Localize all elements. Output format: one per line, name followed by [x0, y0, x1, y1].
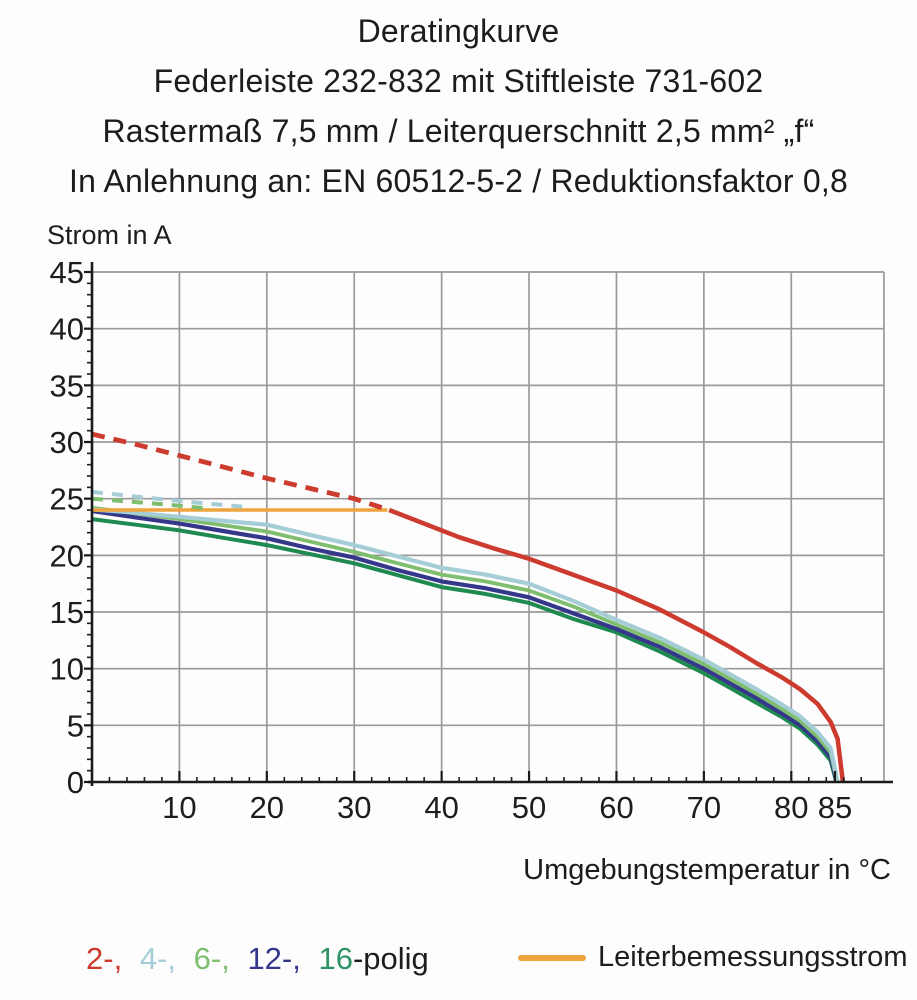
- legend-pole-12: 12-,: [247, 941, 301, 976]
- x-tick-label: 70: [686, 790, 722, 825]
- x-tick-label: 80: [774, 790, 809, 825]
- legend-pole-6: 6-,: [193, 941, 230, 976]
- y-tick-label: 0: [66, 765, 84, 800]
- x-tick-label: 50: [511, 790, 547, 825]
- x-tick-label: 30: [336, 790, 372, 825]
- legend-rated-current: [518, 941, 907, 974]
- legend-poles: [86, 941, 429, 977]
- chart-subtitle-3: In Anlehnung an: EN 60512-5-2 / Reduktionsfaktor 0,8: [69, 163, 848, 199]
- y-tick-label: 10: [49, 651, 84, 687]
- rated-current-line-swatch: [518, 955, 586, 961]
- chart-title-block: [0, 6, 917, 206]
- curve-6-polig-dashed: [92, 499, 206, 509]
- y-axis-title: Strom in A: [47, 220, 172, 250]
- y-tick-label: 35: [49, 368, 84, 404]
- legend-pole-2: 2-,: [86, 941, 123, 976]
- legend-polig-suffix: -polig: [352, 941, 429, 976]
- y-tick-label: 20: [49, 538, 84, 574]
- legend-pole-16: 16: [318, 941, 353, 976]
- x-tick-label: 20: [249, 790, 285, 825]
- legend-pole-4: 4-,: [139, 941, 176, 976]
- y-tick-label: 45: [49, 255, 84, 291]
- chart-subtitle-1: Federleiste 232-832 mit Stiftleiste 731-602: [153, 63, 764, 99]
- x-tick-label: 40: [424, 790, 459, 825]
- x-tick-label: 60: [599, 790, 634, 825]
- y-tick-label: 25: [49, 481, 84, 517]
- y-tick-label: 40: [49, 311, 84, 347]
- y-tick-label: 30: [49, 425, 84, 461]
- x-tick-label: 10: [162, 790, 197, 825]
- curve-16-polig: [92, 519, 836, 782]
- y-tick-label: 5: [66, 708, 84, 744]
- x-axis-title: Umgebungstemperatur in °C: [523, 854, 891, 886]
- chart-title: Deratingkurve: [357, 13, 560, 49]
- y-tick-label: 15: [49, 595, 84, 631]
- x-tick-label: 85: [817, 790, 853, 825]
- chart-subtitle-2: Rastermaß 7,5 mm / Leiterquerschnitt 2,5 mm² „f“: [102, 113, 815, 149]
- rated-current-label: Leiterbemessungsstrom: [598, 941, 908, 973]
